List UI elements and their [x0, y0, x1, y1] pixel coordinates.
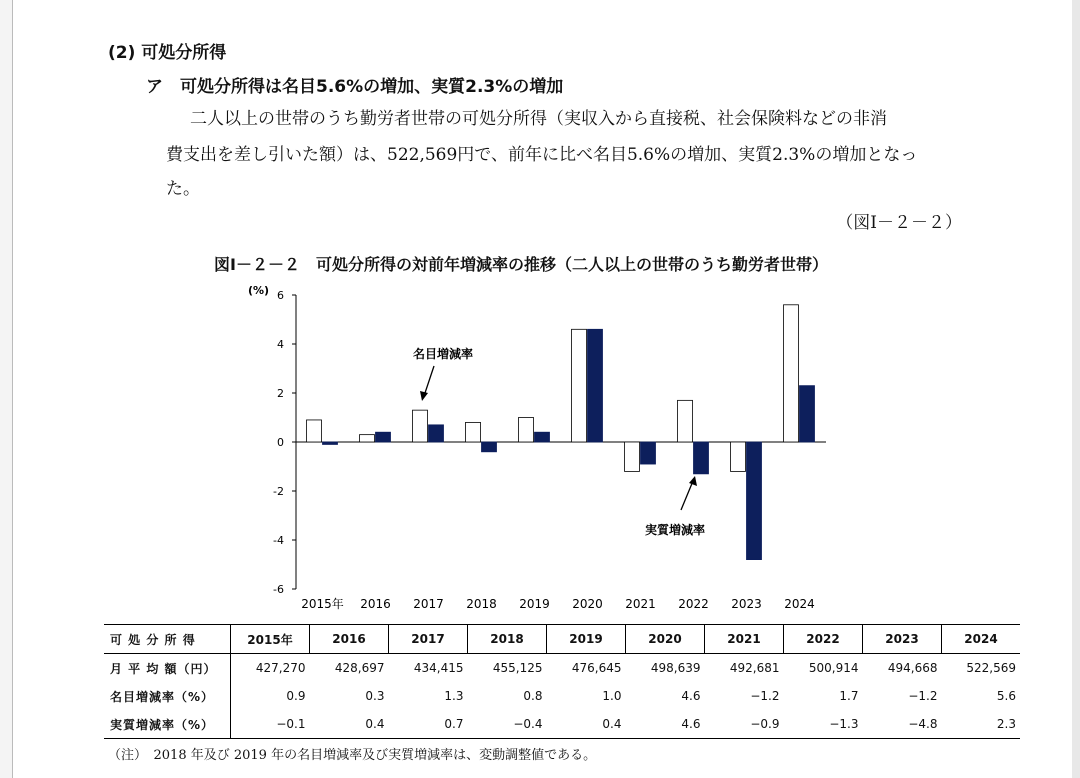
bar-nominal-6	[625, 442, 640, 471]
table-header-year: 2015年	[231, 625, 310, 654]
table-cell: 498,639	[650, 661, 701, 675]
bar-real-6	[641, 442, 656, 464]
bar-real-4	[535, 432, 550, 442]
x-tick-label: 2016	[360, 597, 391, 611]
table-cell: 0.4	[547, 710, 626, 739]
table-header-year: 2019	[547, 625, 626, 654]
table-header-year: 2018	[468, 625, 547, 654]
table-cell: 0.3	[365, 689, 385, 703]
annotation-real-arrow	[681, 481, 693, 510]
table-row	[104, 682, 1020, 710]
x-tick-label: 2017	[413, 597, 444, 611]
table-cell: 0.8	[523, 689, 543, 703]
table-cell: −0.9	[705, 710, 784, 739]
table-header-row	[104, 625, 1020, 654]
table-cell: 0.9	[286, 689, 306, 703]
table-row	[104, 654, 1020, 683]
table-header-year: 2024	[942, 625, 1021, 654]
y-tick-label: 2	[277, 387, 284, 400]
bar-nominal-5	[572, 329, 587, 442]
paragraph-line-3: た。	[166, 179, 200, 199]
bar-real-9	[800, 386, 815, 442]
annotation-nominal: 名目増減率	[413, 347, 474, 361]
table-cell: 434,415	[413, 661, 464, 675]
row-label-real: 実質増減率（%）	[104, 710, 231, 739]
annotation-nominal-arrowhead	[420, 391, 428, 401]
annotation-real-arrowhead	[689, 476, 697, 486]
y-tick-label: -6	[273, 583, 284, 596]
section-heading: (2) 可処分所得	[108, 43, 227, 63]
annotation-nominal-arrow	[424, 366, 434, 396]
table-cell: −1.2	[750, 689, 780, 703]
table-header-year: 2020	[626, 625, 705, 654]
table-cell: 492,681	[729, 661, 780, 675]
table-cell: −1.3	[784, 710, 863, 739]
bar-nominal-3	[466, 422, 481, 442]
y-tick-label: -2	[273, 485, 284, 498]
table-cell: 0.4	[310, 710, 389, 739]
bar-nominal-0	[307, 420, 322, 442]
table-header-label: 可 処 分 所 得	[104, 625, 231, 654]
bar-real-8	[747, 442, 762, 560]
table-header-year: 2023	[863, 625, 942, 654]
table-cell: −0.4	[468, 710, 547, 739]
table-cell: 455,125	[492, 661, 543, 675]
y-axis-unit: (%)	[248, 284, 270, 297]
data-table	[104, 624, 1020, 739]
table-cell: 1.7	[839, 689, 859, 703]
table-header-year: 2016	[310, 625, 389, 654]
table-cell: 500,914	[808, 661, 859, 675]
bar-nominal-7	[678, 400, 693, 442]
table-cell: 4.6	[681, 689, 701, 703]
y-tick-label: 0	[277, 436, 284, 449]
x-tick-label: 2015年	[301, 597, 344, 611]
table-header-year: 2022	[784, 625, 863, 654]
y-tick-label: -4	[273, 534, 284, 547]
bar-nominal-4	[519, 418, 534, 443]
table-cell: 428,697	[334, 661, 385, 675]
chart	[0, 283, 1080, 613]
table-cell: 1.0	[602, 689, 622, 703]
footnote: （注） 2018 年及び 2019 年の名目増減率及び実質増減率は、変動調整値である。	[108, 748, 597, 763]
x-tick-label: 2018	[466, 597, 497, 611]
table-cell: −1.2	[908, 689, 938, 703]
table-cell: −4.8	[863, 710, 942, 739]
x-tick-label: 2021	[625, 597, 656, 611]
row-label-nominal: 名目増減率（%）	[104, 682, 231, 710]
bar-real-0	[323, 442, 338, 444]
x-tick-label: 2019	[519, 597, 550, 611]
bar-nominal-9	[784, 305, 799, 442]
table-cell: −0.1	[231, 710, 310, 739]
table-cell: 522,569	[966, 661, 1016, 675]
x-tick-label: 2023	[731, 597, 762, 611]
y-tick-label: 6	[277, 289, 284, 302]
subsection-heading: ア 可処分所得は名目5.6%の増加、実質2.3%の増加	[146, 77, 564, 97]
bar-real-5	[588, 329, 603, 442]
figure-title: 図Ⅰ－２－２ 可処分所得の対前年増減率の推移（二人以上の世帯のうち勤労者世帯）	[214, 255, 828, 274]
x-tick-label: 2022	[678, 597, 709, 611]
row-label-monthly: 月 平 均 額（円）	[104, 654, 231, 683]
table-cell: 427,270	[255, 661, 306, 675]
x-tick-label: 2024	[784, 597, 815, 611]
y-tick-label: 4	[277, 338, 284, 351]
bar-real-3	[482, 442, 497, 452]
table-cell: 476,645	[571, 661, 622, 675]
paragraph-line-2: 費支出を差し引いた額）は、522,569円で、前年に比べ名目5.6%の増加、実質2.3%の増加となっ	[166, 145, 918, 165]
table-cell: 4.6	[626, 710, 705, 739]
table-cell: 2.3	[942, 710, 1021, 739]
bar-real-1	[376, 432, 391, 442]
annotation-real: 実質増減率	[645, 523, 706, 537]
table-row	[104, 710, 1020, 739]
table-cell: 0.7	[389, 710, 468, 739]
bar-real-7	[694, 442, 709, 474]
table-header-year: 2017	[389, 625, 468, 654]
table-cell: 494,668	[887, 661, 938, 675]
x-tick-label: 2020	[572, 597, 603, 611]
table-cell: 1.3	[444, 689, 464, 703]
bar-nominal-2	[413, 410, 428, 442]
table-header-year: 2021	[705, 625, 784, 654]
table-cell: 5.6	[996, 689, 1016, 703]
bar-nominal-8	[731, 442, 746, 471]
paragraph-line-1: 二人以上の世帯のうち勤労者世帯の可処分所得（実収入から直接税、社会保険料などの非消	[190, 109, 887, 129]
figure-reference: （図Ⅰ－２－２）	[836, 213, 962, 233]
bar-real-2	[429, 425, 444, 442]
bar-nominal-1	[360, 435, 375, 442]
